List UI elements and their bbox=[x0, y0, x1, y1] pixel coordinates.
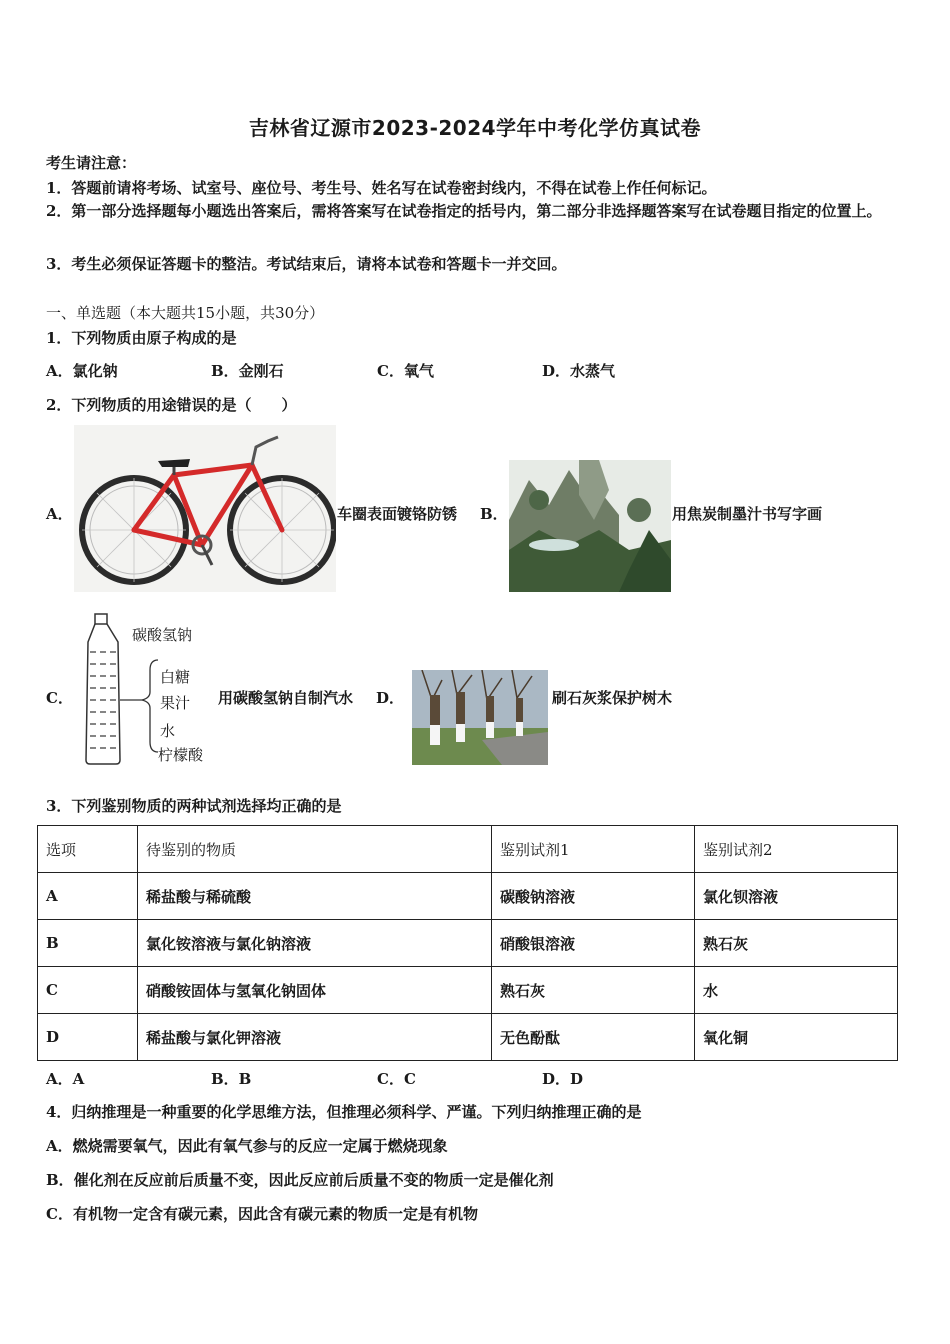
page-title: 吉林省辽源市2023-2024学年中考化学仿真试卷 bbox=[248, 116, 702, 140]
q1-option-d: D．水蒸气 bbox=[542, 362, 616, 380]
table-cell: 氯化钡溶液 bbox=[695, 873, 898, 920]
table-cell: 稀盐酸与氯化钾溶液 bbox=[138, 1014, 492, 1061]
q2-option-a-label: A． bbox=[46, 505, 73, 523]
table-cell: 硝酸铵固体与氢氧化钠固体 bbox=[138, 967, 492, 1014]
q2-stem: 2．下列物质的用途错误的是（ ） bbox=[46, 396, 297, 414]
bottle-label-water: 水 bbox=[160, 722, 176, 740]
q3-table bbox=[37, 825, 898, 1061]
q3-option-a: A．A bbox=[46, 1070, 85, 1088]
q2-option-d-text: 刷石灰浆保护树木 bbox=[552, 689, 673, 707]
table-cell: 硝酸银溶液 bbox=[492, 920, 695, 967]
notice-item-3: 3．考生必须保证答题卡的整洁。考试结束后，请将本试卷和答题卡一并交回。 bbox=[46, 255, 567, 273]
q2-option-b-label: B． bbox=[480, 505, 508, 523]
table-cell: 熟石灰 bbox=[695, 920, 898, 967]
table-header-cell: 鉴别试剂2 bbox=[695, 826, 898, 873]
table-cell: 稀盐酸与稀硫酸 bbox=[138, 873, 492, 920]
bottle-label-citric-acid: 柠檬酸 bbox=[158, 746, 204, 764]
table-row bbox=[38, 873, 898, 920]
q4-stem: 4．归纳推理是一种重要的化学思维方法，但推理必须科学、严谨。下列归纳推理正确的是 bbox=[46, 1103, 642, 1121]
q2-option-c-label: C． bbox=[46, 689, 73, 707]
bottle-label-juice: 果汁 bbox=[160, 694, 191, 712]
q3-stem: 3．下列鉴别物质的两种试剂选择均正确的是 bbox=[46, 797, 342, 815]
table-cell: D bbox=[38, 1014, 138, 1061]
q2-option-a-text: 车圈表面镀铬防锈 bbox=[337, 505, 458, 523]
table-header-cell: 鉴别试剂1 bbox=[492, 826, 695, 873]
q3-option-b: B．B bbox=[211, 1070, 252, 1088]
q1-option-b: B．金刚石 bbox=[211, 362, 284, 380]
table-cell: 熟石灰 bbox=[492, 967, 695, 1014]
q4-option-b: B．催化剂在反应前后质量不变，因此反应前后质量不变的物质一定是催化剂 bbox=[46, 1171, 554, 1189]
q3-option-c: C．C bbox=[377, 1070, 416, 1088]
q3-option-d: D．D bbox=[542, 1070, 584, 1088]
table-cell: 无色酚酞 bbox=[492, 1014, 695, 1061]
table-cell: 碳酸钠溶液 bbox=[492, 873, 695, 920]
q2-option-b-text: 用焦炭制墨汁书写字画 bbox=[672, 505, 823, 523]
bottle-label-sugar: 白糖 bbox=[160, 668, 191, 686]
bottle-label-baking-soda: 碳酸氢钠 bbox=[132, 626, 193, 644]
bicycle-image bbox=[74, 425, 336, 592]
table-header-cell: 待鉴别的物质 bbox=[138, 826, 492, 873]
table-cell: 氯化铵溶液与氯化钠溶液 bbox=[138, 920, 492, 967]
notice-item-2: 2．第一部分选择题每小题选出答案后，需将答案写在试卷指定的括号内，第二部分非选择题答案写在试卷题目指定的位置上。 bbox=[46, 202, 882, 220]
table-cell: 氧化铜 bbox=[695, 1014, 898, 1061]
table-cell: C bbox=[38, 967, 138, 1014]
q4-option-c: C．有机物一定含有碳元素，因此含有碳元素的物质一定是有机物 bbox=[46, 1205, 478, 1223]
q2-option-d-label: D． bbox=[376, 689, 405, 707]
notice-item-1: 1．答题前请将考场、试室号、座位号、考生号、姓名写在试卷密封线内，不得在试卷上作任何标记。 bbox=[46, 179, 717, 197]
table-row bbox=[38, 967, 898, 1014]
table-cell: 水 bbox=[695, 967, 898, 1014]
notice-heading: 考生请注意： bbox=[46, 154, 137, 172]
q4-option-a: A．燃烧需要氧气，因此有氧气参与的反应一定属于燃烧现象 bbox=[46, 1137, 448, 1155]
q2-option-c-text: 用碳酸氢钠自制汽水 bbox=[218, 689, 354, 707]
q1-option-a: A．氯化钠 bbox=[46, 362, 118, 380]
table-row bbox=[38, 1014, 898, 1061]
q1-stem: 1．下列物质由原子构成的是 bbox=[46, 329, 237, 347]
q1-option-c: C．氧气 bbox=[377, 362, 434, 380]
table-cell: B bbox=[38, 920, 138, 967]
section-heading: 一、单选题（本大题共15小题，共30分） bbox=[46, 304, 325, 322]
table-header-row bbox=[38, 826, 898, 873]
table-header-cell: 选项 bbox=[38, 826, 138, 873]
whitewashed-trees-image bbox=[412, 670, 548, 765]
table-cell: A bbox=[38, 873, 138, 920]
ink-painting-image bbox=[509, 460, 671, 592]
table-row bbox=[38, 920, 898, 967]
